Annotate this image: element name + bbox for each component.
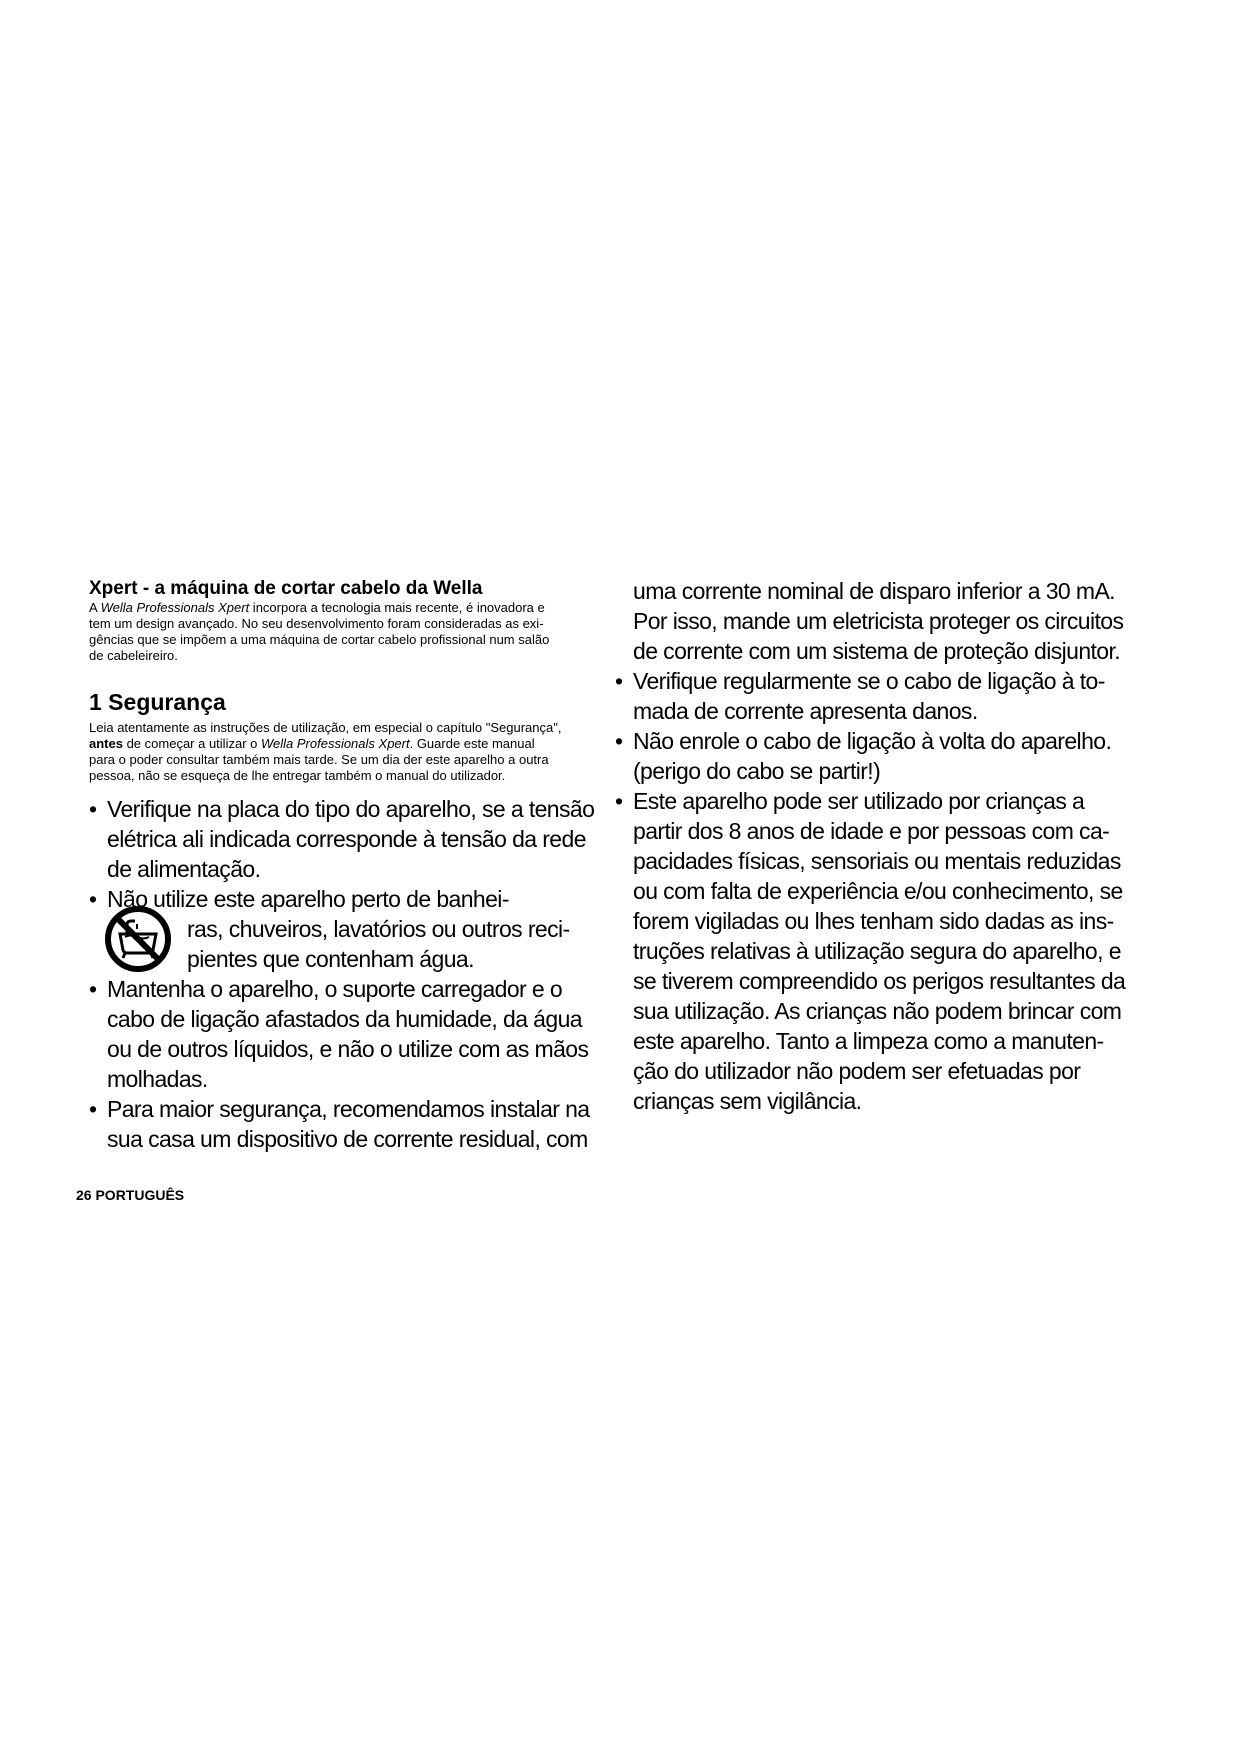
bullet-line: Para maior segurança, recomendamos instalar na [107,1096,590,1122]
bullet-line: pacidades físicas, sensoriais ou mentais reduzidas [633,848,1121,874]
safety-line-2: antes de começar a utilizar o Wella Professionals Xpert. Guarde este manual [89,736,535,751]
bullet-children-use [615,786,1135,1116]
bullet-dot: • [615,668,623,694]
bullet-line: molhadas. [107,1066,208,1092]
bullet-line: forem vigiladas ou lhes tenham sido dadas as ins- [633,908,1114,934]
bullet-line: (perigo do cabo se partir!) [633,758,881,784]
bullet-line: de alimentação. [107,856,261,882]
bullet-line: elétrica ali indicada corresponde à tensão da rede [107,826,586,852]
bullet-no-wrap-cable [615,726,1135,786]
bullet-line: partir dos 8 anos de idade e por pessoas com ca- [633,818,1110,844]
bullet-voltage-check [89,794,600,884]
bullet-line: Este aparelho pode ser utilizado por crianças a [633,788,1085,814]
intro-line-1: A Wella Professionals Xpert incorpora a tecnologia mais recente, é inovadora e [89,600,545,615]
bullet-line: sua utilização. As crianças não podem brincar com [633,998,1122,1024]
bullet-no-water [89,884,600,974]
bullet-line: ção do utilizador não podem ser efetuadas por [633,1058,1081,1084]
safety-line-1: Leia atentamente as instruções de utilização, em especial o capítulo "Segurança", [89,720,562,735]
bullet-line: sua casa um dispositivo de corrente residual, com [107,1126,588,1152]
right-column [615,576,1135,1116]
bullet-line: Verifique regularmente se o cabo de ligação à to- [633,668,1105,694]
no-water-bath-icon [103,904,173,974]
bullet-line: truções relativas à utilização segura do aparelho, e [633,938,1121,964]
bullet-line: este aparelho. Tanto a limpeza como a manuten- [633,1028,1104,1054]
bullet-line: Mantenha o aparelho, o suporte carregador e o [107,976,563,1002]
bullet-keep-dry [89,974,600,1094]
safety-bullets-right [615,666,1135,1116]
bullet-dot: • [615,728,623,754]
bullet-line: cabo de ligação afastados da humidade, da água [107,1006,582,1032]
bullet-line: Não utilize este aparelho perto de banhei- [107,886,509,912]
intro-title: Xpert - a máquina de cortar cabelo da Wella [89,578,483,599]
bullet-dot: • [89,796,97,822]
bullet-dot: • [615,788,623,814]
safety-line-4: pessoa, não se esqueça de lhe entregar também o manual do utilizador. [89,768,506,783]
bullet-line: uma corrente nominal de disparo inferior a 30 mA. [633,578,1115,604]
intro-line-4: de cabeleireiro. [89,648,178,663]
section-title-safety: 1 Segurança [89,689,226,715]
bullet-line: se tiverem compreendido os perigos resultantes da [633,968,1126,994]
bullet-dot: • [89,1096,97,1122]
bullet-line: crianças sem vigilância. [633,1088,862,1114]
intro-line-3: gências que se impõem a uma máquina de cortar cabelo profissional num salão [89,632,550,647]
bullet-residual-current-continued [615,576,1135,666]
bullet-line: Por isso, mande um eletricista proteger os circuitos [633,608,1124,634]
bullet-line: ras, chuveiros, lavatórios ou outros reci- [187,916,570,942]
left-column [89,578,600,1154]
bullet-line: ou de outros líquidos, e não o utilize com as mãos [107,1036,589,1062]
bullet-line: Não enrole o cabo de ligação à volta do aparelho. [633,728,1112,754]
bullet-line: Verifique na placa do tipo do aparelho, se a tensão [107,796,595,822]
page-footer: 26 PORTUGUÊS [76,1187,185,1203]
safety-line-3: para o poder consultar também mais tarde. Se um dia der este aparelho a outra [89,752,549,767]
bullet-line: pientes que contenham água. [187,946,474,972]
bullet-dot: • [89,886,97,912]
bullet-dot: • [89,976,97,1002]
bullet-line: mada de corrente apresenta danos. [633,698,978,724]
bullet-line: ou com falta de experiência e/ou conhecimento, se [633,878,1123,904]
bullet-check-cable [615,666,1135,726]
bullet-residual-current [89,1094,600,1154]
intro-line-2: tem um design avançado. No seu desenvolvimento foram consideradas as exi- [89,616,544,631]
safety-bullets-left [89,794,600,1154]
bullet-line: de corrente com um sistema de proteção disjuntor. [633,638,1121,664]
